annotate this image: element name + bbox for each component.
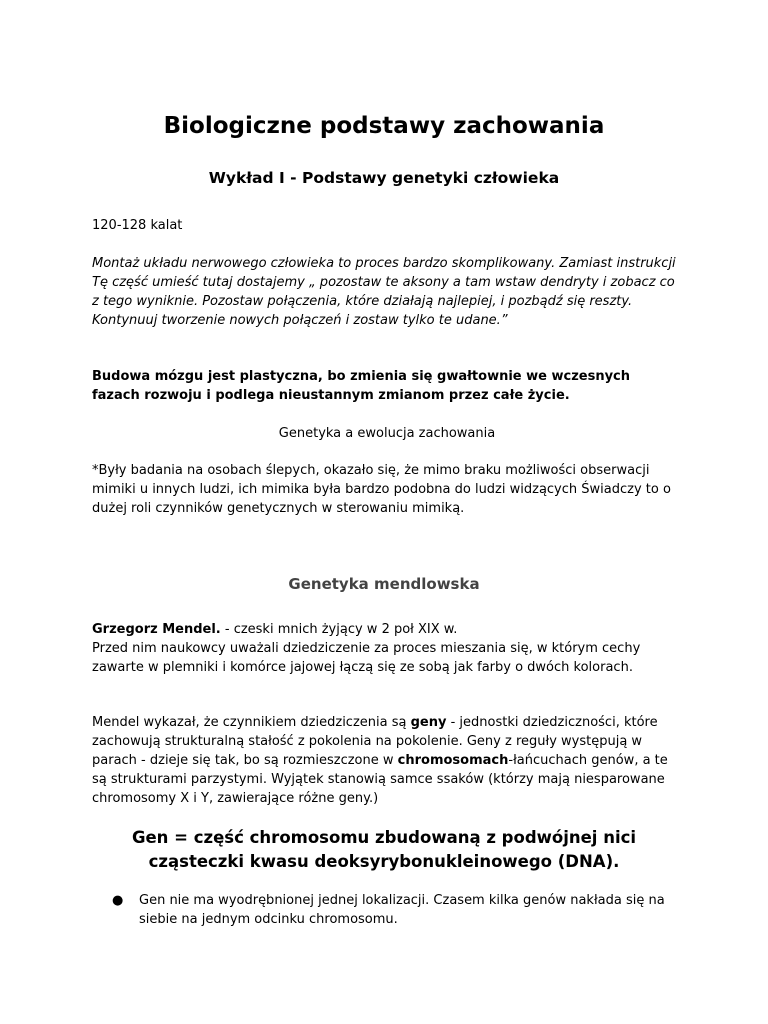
heading-mendelian-genetics: Genetyka mendlowska	[288, 575, 480, 593]
genes-word: geny	[410, 715, 447, 730]
mendel-paragraph	[92, 620, 682, 677]
kalat-reference: 120-128 kalat	[92, 218, 183, 233]
lecture-subtitle: Wykład I - Podstawy genetyki człowieka	[208, 169, 560, 187]
genes-part2: - jednostki dziedziczności, które zachowują strukturalną stałość z pokolenia na pokolenie. Geny z reguły występują w parach - dzieje się tak, bo są rozmieszczone w	[92, 715, 658, 768]
blind-study-paragraph: *Były badania na osobach ślepych, okazało się, że mimo braku możliwości obserwacji mimiki u innych ludzi, ich mimika była bardzo podobna do ludzi widzących Świadczy to o dużej roli czynników genetycznych w sterowaniu mimiką.	[92, 463, 671, 516]
chromosomes-word: chromosomach	[397, 753, 509, 768]
mendel-intro: - czeski mnich żyjący w 2 poł XIX w.	[220, 622, 458, 637]
gene-definition: Gen = część chromosomu zbudowaną z podwójnej nici cząsteczki kwasu deoksyrybonukleinowego (DNA).	[131, 828, 637, 871]
document-title: Biologiczne podstawy zachowania	[163, 113, 605, 139]
quote-paragraph: Montaż układu nerwowego człowieka to proces bardzo skomplikowany. Zamiast instrukcji Tę część umieść tutaj dostajemy „ pozostaw te aksony a tam wstaw dendryty i zobacz co z tego wyniknie. Pozostaw połączenia, które działają najlepiej, i pozbądź się reszty. Kontynuuj tworzenie nowych połączeń i zostaw tylko te udane.”	[92, 256, 676, 328]
genes-part1: Mendel wykazał, że czynnikiem dziedziczenia są	[92, 715, 411, 730]
genes-paragraph	[92, 713, 682, 808]
bullet-text: Gen nie ma wyodrębnionej jednej lokalizacji. Czasem kilka genów nakłada się na siebie na jednym odcinku chromosomu.	[139, 893, 665, 927]
mendel-before: Przed nim naukowcy uważali dziedziczenie za proces mieszania się, w którym cechy zawarte w plemniki i komórce jajowej łączą się ze sobą jak farby o dwóch kolorach.	[92, 641, 641, 675]
genes-part3: -łańcuchach genów, a te są strukturami parzystymi. Wyjątek stanowią samce ssaków (którzy mają niesparowane chromosomy X i Y, zawierające różne geny.)	[92, 753, 668, 806]
section-genetics-evolution: Genetyka a ewolucja zachowania	[278, 426, 496, 441]
bullet-icon: ●	[112, 893, 124, 908]
mendel-name: Grzegorz Mendel.	[92, 622, 221, 637]
plasticity-paragraph: Budowa mózgu jest plastyczna, bo zmienia się gwałtownie we wczesnych fazach rozwoju i podlega nieustannym zmianom przez całe życie.	[92, 369, 631, 403]
